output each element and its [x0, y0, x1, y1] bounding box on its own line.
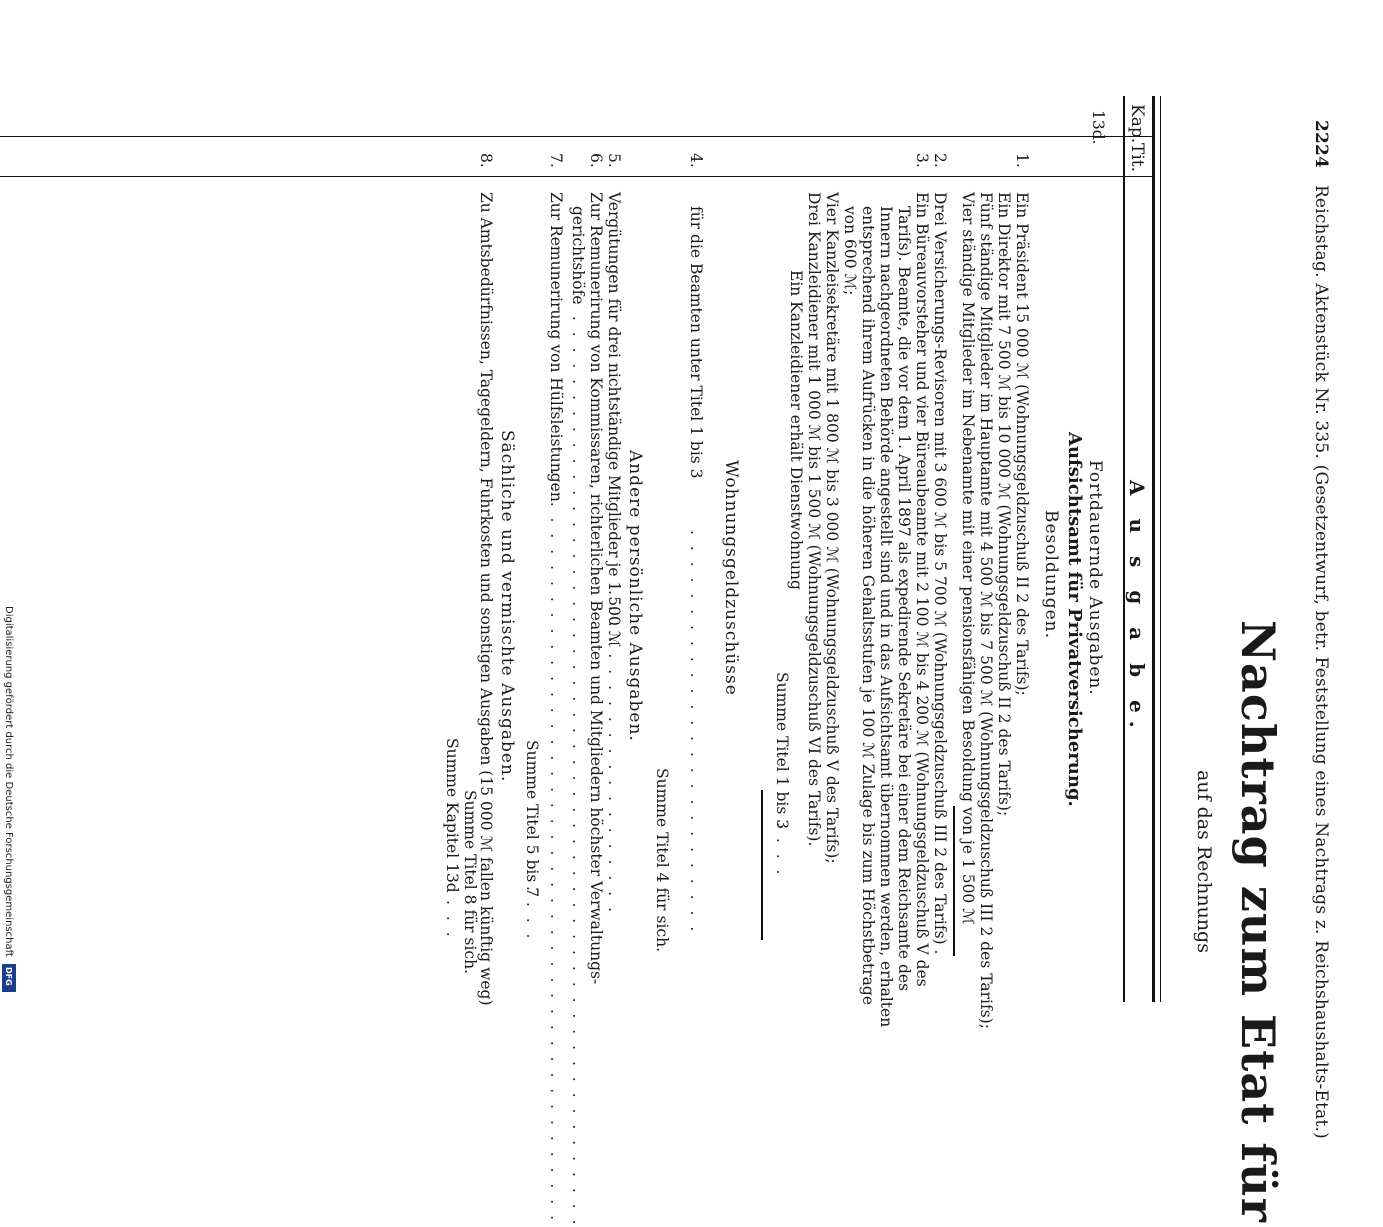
titel-3-line: Ein Büreauvorsteher und vier Büreaubeamte mit 2 100 ℳ bis 4 200 ℳ (Wohnungsgeldzuschuß V des: [913, 192, 931, 987]
document-title: Nachtrag zum Etat für: [1231, 620, 1285, 1223]
leader-dots: . . . .: [523, 886, 541, 942]
kap-column-divider: [0, 136, 1155, 137]
titel-1-line: Vier ständige Mitglieder im Nebenamte mit einer pensionsfähigen Besoldung von je 1 500 ℳ: [959, 192, 977, 925]
titel-5-line: Vergütungen für drei nichtständige Mitglieder je 1 500 ℳ: [605, 192, 623, 648]
sum-titel-1-3: Summe Titel 1 bis 3: [773, 672, 791, 830]
titel-1-line: Fünf ständige Mitglieder im Hauptamte mit 4 500 ℳ bis 7 500 ℳ (Wohnungsgeldzuschuß III 2 des Tarifs);: [977, 192, 995, 1029]
titel-3-line: Ein Kanzleidiener erhält Dienstwohnung: [787, 270, 805, 590]
running-header: [1311, 120, 1331, 1139]
leader-dots: . . . .: [773, 822, 791, 878]
document-subtitle: auf das Rechnungs: [1193, 770, 1215, 953]
sum-titel-5-7: Summe Titel 5 bis 7: [523, 740, 541, 898]
digitization-note: [2, 606, 16, 994]
aufsichtsamt-heading: Aufsichtsamt für Privatversicherung.: [1064, 432, 1085, 807]
titel-1-line: Ein Präsident 15 000 ℳ (Wohnungsgeldzuschuß II 2 des Tarifs);: [1013, 192, 1031, 696]
besoldungen-heading: Besoldungen.: [1041, 510, 1061, 640]
subtotal-rule: [761, 790, 763, 940]
titel-2-number: 2.: [931, 153, 949, 168]
titel-3-line: Drei Kanzleidiener mit 1 000 ℳ bis 1 500 ℳ (Wohnungsgeldzuschuß VI des Tarifs).: [805, 192, 823, 847]
header-rule-thick: [1152, 96, 1155, 1002]
titel-1-line: Ein Direktor mit 7 500 ℳ bis 10 000 ℳ (Wohnungsgeldzuschuß II 2 des Tarifs);: [995, 192, 1013, 817]
titel-8-line: Zu Amtsbedürfnissen, Tagegeldern, Fuhrkosten und sonstigen Ausgaben (15 000 ℳ fallen künftig weg): [477, 192, 495, 1006]
kap-header: Kap.: [1127, 104, 1147, 144]
ausgabe-heading: A u s g a b e.: [1125, 480, 1149, 736]
titel-6-line: gerichtshöfe: [569, 206, 587, 305]
titel-6-line: Zur Remunerirung von Kommissaren, richterlichen Beamten und Mitgliedern höchster Verwaltungs-: [587, 192, 605, 985]
titel-7-line: Zur Remunerirung von Hülfsleistungen: [547, 192, 565, 502]
header-rule-thin: [1160, 96, 1161, 1002]
titel-3-line: Vier Kanzleisekretäre mit 1 800 ℳ bis 3 000 ℳ (Wohnungsgeldzuschuß V des Tarifs);: [823, 192, 841, 864]
andere-heading: Andere persönliche Ausgaben.: [625, 450, 645, 742]
page-number: 2224: [1311, 120, 1331, 169]
titel-3-number: 3.: [913, 153, 931, 168]
tit-column-divider: [0, 176, 1155, 177]
titel-5-number: 5.: [605, 153, 623, 168]
titel-3-line: von 600 ℳ;: [841, 206, 859, 296]
tit-header: Tit.: [1127, 143, 1147, 173]
sum-kapitel: Summe Kapitel 13d: [443, 738, 461, 893]
leader-dots: . . . . . . . . . . . . . . . . . . . . . . . . . .: [687, 530, 705, 935]
fortdauernde-heading: Fortdauernde Ausgaben.: [1085, 460, 1105, 696]
titel-4-line: für die Beamten unter Titel 1 bis 3: [687, 206, 705, 479]
titel-2-line: Drei Versicherungs-Revisoren mit 3 600 ℳ bis 5 700 ℳ (Wohnungsgeldzuschuß III 2 des Tarifs) .: [931, 192, 949, 955]
leader-dots: . . . . . . . . . . . . . . . . . . . . .: [605, 590, 623, 916]
titel-3-line: Tarifs). Beamte, die vor dem 1. April 1897 als expedirende Sekretäre bei einer dem Reichsamte des: [895, 206, 913, 992]
digitization-note-text: Digitalisierung gefördert durch die Deutsche Forschungsgemeinschaft: [3, 606, 14, 957]
running-title: Reichstag. Aktenstück Nr. 335. (Gesetzentwurf, betr. Feststellung eines Nachtrags z. Reichshaushalts-Etat.): [1311, 184, 1331, 1139]
leader-dots: . . . . . . . . . . . . . . . . . . . . . . . . . . . . . . . . . . . . . . . . . . . . . . . .: [547, 470, 565, 1224]
leader-dots: . . .: [443, 900, 461, 940]
leader-dots: . . . . . . . . . . . . . . . . . . . . . . . . . . . . . . . . . . . . . . . . . . . . . . . . . . . . . . . . . . .: [569, 300, 587, 1227]
subtotal-rule: [953, 806, 955, 956]
sum-titel-8: Summe Titel 8 für sich.: [461, 790, 479, 975]
sum-titel-4: Summe Titel 4 für sich.: [653, 768, 671, 953]
titel-1-number: 1.: [1013, 153, 1031, 168]
titel-7-number: 7.: [547, 153, 565, 168]
titel-8-number: 8.: [477, 153, 495, 168]
titel-3-line: entsprechend ihrem Aufrücken in die höheren Gehaltsstufen je 100 ℳ Zulage bis zum Höchstbetrage: [859, 206, 877, 1006]
saechliche-heading: Sächliche und vermischte Ausgaben.: [497, 430, 517, 783]
kapitel-number: 13d.: [1089, 110, 1107, 145]
dfg-logo-text: DFG: [4, 967, 13, 986]
titel-6-number: 6.: [587, 153, 605, 168]
dfg-logo: [2, 964, 16, 992]
titel-3-line: Innern nachgeordneten Behörde angestellt sind und in das Aufsichtsamt übernommen werden, erhalten: [877, 206, 895, 1028]
titel-4-number: 4.: [687, 153, 705, 168]
wohnungsgeld-heading: Wohnungsgeldzuschüsse: [721, 460, 741, 696]
